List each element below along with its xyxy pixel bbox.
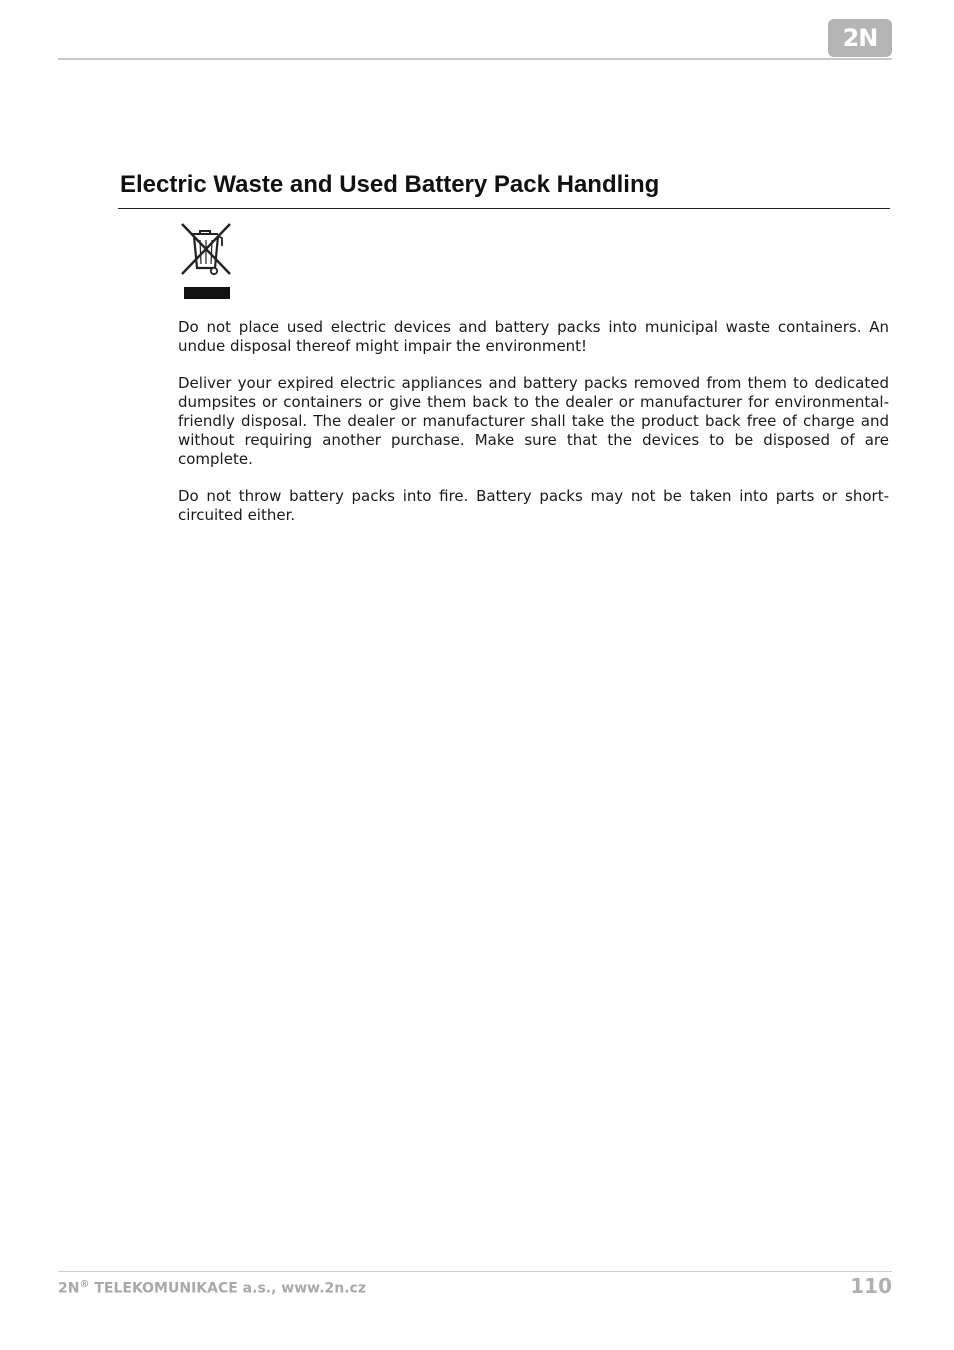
section-title: Electric Waste and Used Battery Pack Handling bbox=[120, 171, 660, 198]
title-underline bbox=[118, 208, 890, 209]
section-body bbox=[178, 318, 889, 543]
paragraph-delivery-instructions: Deliver your expired electric appliances and battery packs removed from them to dedicated dumpsites or containers or give them back to the dealer or manufacturer for environmental-friendly disposal. The dealer or manufacturer shall take the product back free of charge and without requiring another purchase. Make sure that the devices to be disposed of are complete. bbox=[178, 374, 889, 468]
paragraph-disposal-warning: Do not place used electric devices and battery packs into municipal waste containers. An undue disposal thereof might impair the environment! bbox=[178, 318, 889, 355]
page-number: 110 bbox=[850, 1274, 892, 1298]
header-divider bbox=[58, 58, 892, 60]
logo-text: 2N bbox=[842, 24, 878, 52]
company-logo bbox=[828, 19, 892, 57]
footer-brand: 2N bbox=[58, 1280, 80, 1297]
paragraph-battery-safety: Do not throw battery packs into fire. Battery packs may not be taken into parts or short-circuited either. bbox=[178, 487, 889, 524]
footer-company bbox=[58, 1279, 366, 1297]
footer-company-text: TELEKOMUNIKACE a.s., www.2n.cz bbox=[89, 1280, 366, 1297]
footer-divider bbox=[58, 1271, 892, 1272]
crossed-out-wheelie-bin-icon bbox=[178, 222, 234, 300]
registered-mark: ® bbox=[79, 1279, 90, 1290]
